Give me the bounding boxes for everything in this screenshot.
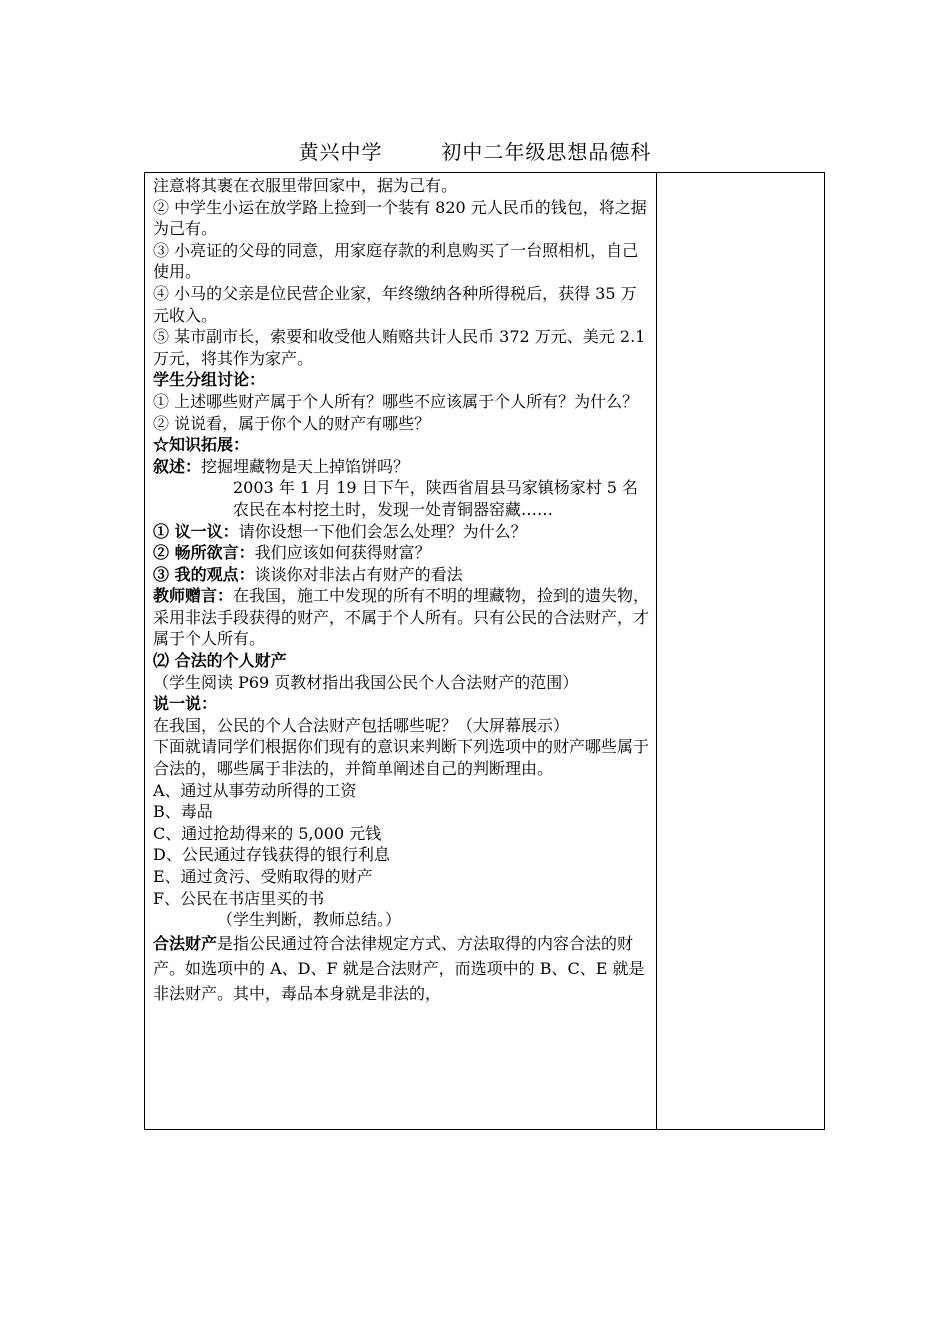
say-title: 说一说： [153, 694, 218, 714]
legal-property-text: 是指公民通过符合法律规定方式、方法取得的内容合法的财产。如选项中的 A、D、F 就是合法财产，而选项中的 B、C、E 就是非法财产。其中，毒品本身就是非法的， [153, 933, 645, 1003]
page-header [0, 136, 950, 165]
prompt-3-text: 谈谈你对非法占有财产的看法 [254, 564, 463, 584]
narration [153, 456, 651, 478]
prompt-3-label: ③ 我的观点： [153, 564, 255, 584]
case-line-1: 注意将其裹在衣服里带回家中，据为己有。 [153, 176, 458, 195]
discussion-title: 学生分组讨论： [153, 370, 266, 390]
prompt-2 [153, 542, 651, 564]
judge-note: （学生判断，教师总结。） [217, 910, 402, 930]
teacher-message [153, 585, 651, 650]
option-a: A、通过从事劳动所得的工资 [153, 780, 357, 800]
option-d: D、公民通过存钱获得的银行利息 [153, 845, 390, 865]
section-2-title: ⑵ 合法的个人财产 [153, 651, 287, 671]
prompt-3 [153, 564, 651, 586]
say-text: 在我国，公民的个人合法财产包括哪些呢？（大屏幕展示） [153, 715, 570, 735]
prompt-1-text: 请你设想一下他们会怎么处理？为什么？ [238, 521, 527, 541]
story-paragraph: 2003 年 1 月 19 日下午，陕西省眉县马家镇杨家村 5 名农民在本村挖土时，发现一处青铜器窑藏…… [233, 478, 639, 519]
prompt-1-label: ① 议一议： [153, 521, 239, 541]
case-item-2: ② 中学生小运在放学路上捡到一个装有 820 元人民币的钱包，将之据为己有。 [153, 197, 647, 239]
discussion-question-1: ① 上述哪些财产属于个人所有？哪些不应该属于个人所有？为什么？ [153, 391, 639, 411]
discussion-question-2: ② 说说看，属于你个人的财产有哪些？ [153, 413, 431, 433]
knowledge-extension-title: ☆知识拓展： [153, 435, 250, 455]
prompt-2-text: 我们应该如何获得财富？ [254, 543, 431, 563]
column-divider [656, 173, 657, 1129]
option-f: F、公民在书店里买的书 [153, 888, 325, 908]
case-item-4: ④ 小马的父亲是位民营企业家，年终缴纳各种所得税后，获得 35 万元收入。 [153, 283, 637, 325]
legal-property-definition [153, 931, 651, 1006]
option-e: E、通过贪污、受贿取得的财产 [153, 867, 373, 886]
judge-instructions: 下面就请同学们根据你们现有的意识来判断下列选项中的财产哪些属于合法的，哪些属于非法的，并简单阐述自己的判断理由。 [153, 737, 650, 779]
course-name: 初中二年级思想品德科 [441, 140, 652, 164]
prompt-2-label: ② 畅所欲言： [153, 543, 255, 563]
option-c: C、通过抢劫得来的 5,000 元钱 [153, 823, 382, 843]
teacher-message-text: 在我国，施工中发现的所有不明的埋藏物，捡到的遗失物，采用非法手段获得的财产，不属于个人所有。只有公民的合法财产，才属于个人所有。 [153, 586, 650, 649]
lesson-content-cell [153, 175, 651, 1006]
lesson-table [144, 172, 825, 1130]
prompt-1 [153, 521, 651, 543]
school-name: 黄兴中学 [298, 140, 383, 164]
narration-label: 叙述： [153, 456, 202, 476]
case-item-5: ⑤ 某市副市长，索要和收受他人贿赂共计人民币 372 万元、美元 2.1 万元，将其作为家产。 [153, 327, 646, 368]
narration-text: 挖掘埋藏物是天上掉馅饼吗？ [201, 456, 410, 476]
teacher-message-label: 教师赠言： [153, 586, 234, 606]
case-item-3: ③ 小亮证的父母的同意，用家庭存款的利息购买了一台照相机，自己使用。 [153, 240, 639, 282]
legal-property-label: 合法财产 [153, 933, 218, 953]
option-b: B、毒品 [153, 802, 213, 822]
section-2-note: （学生阅读 P69 页教材指出我国公民个人合法财产的范围） [153, 672, 579, 692]
